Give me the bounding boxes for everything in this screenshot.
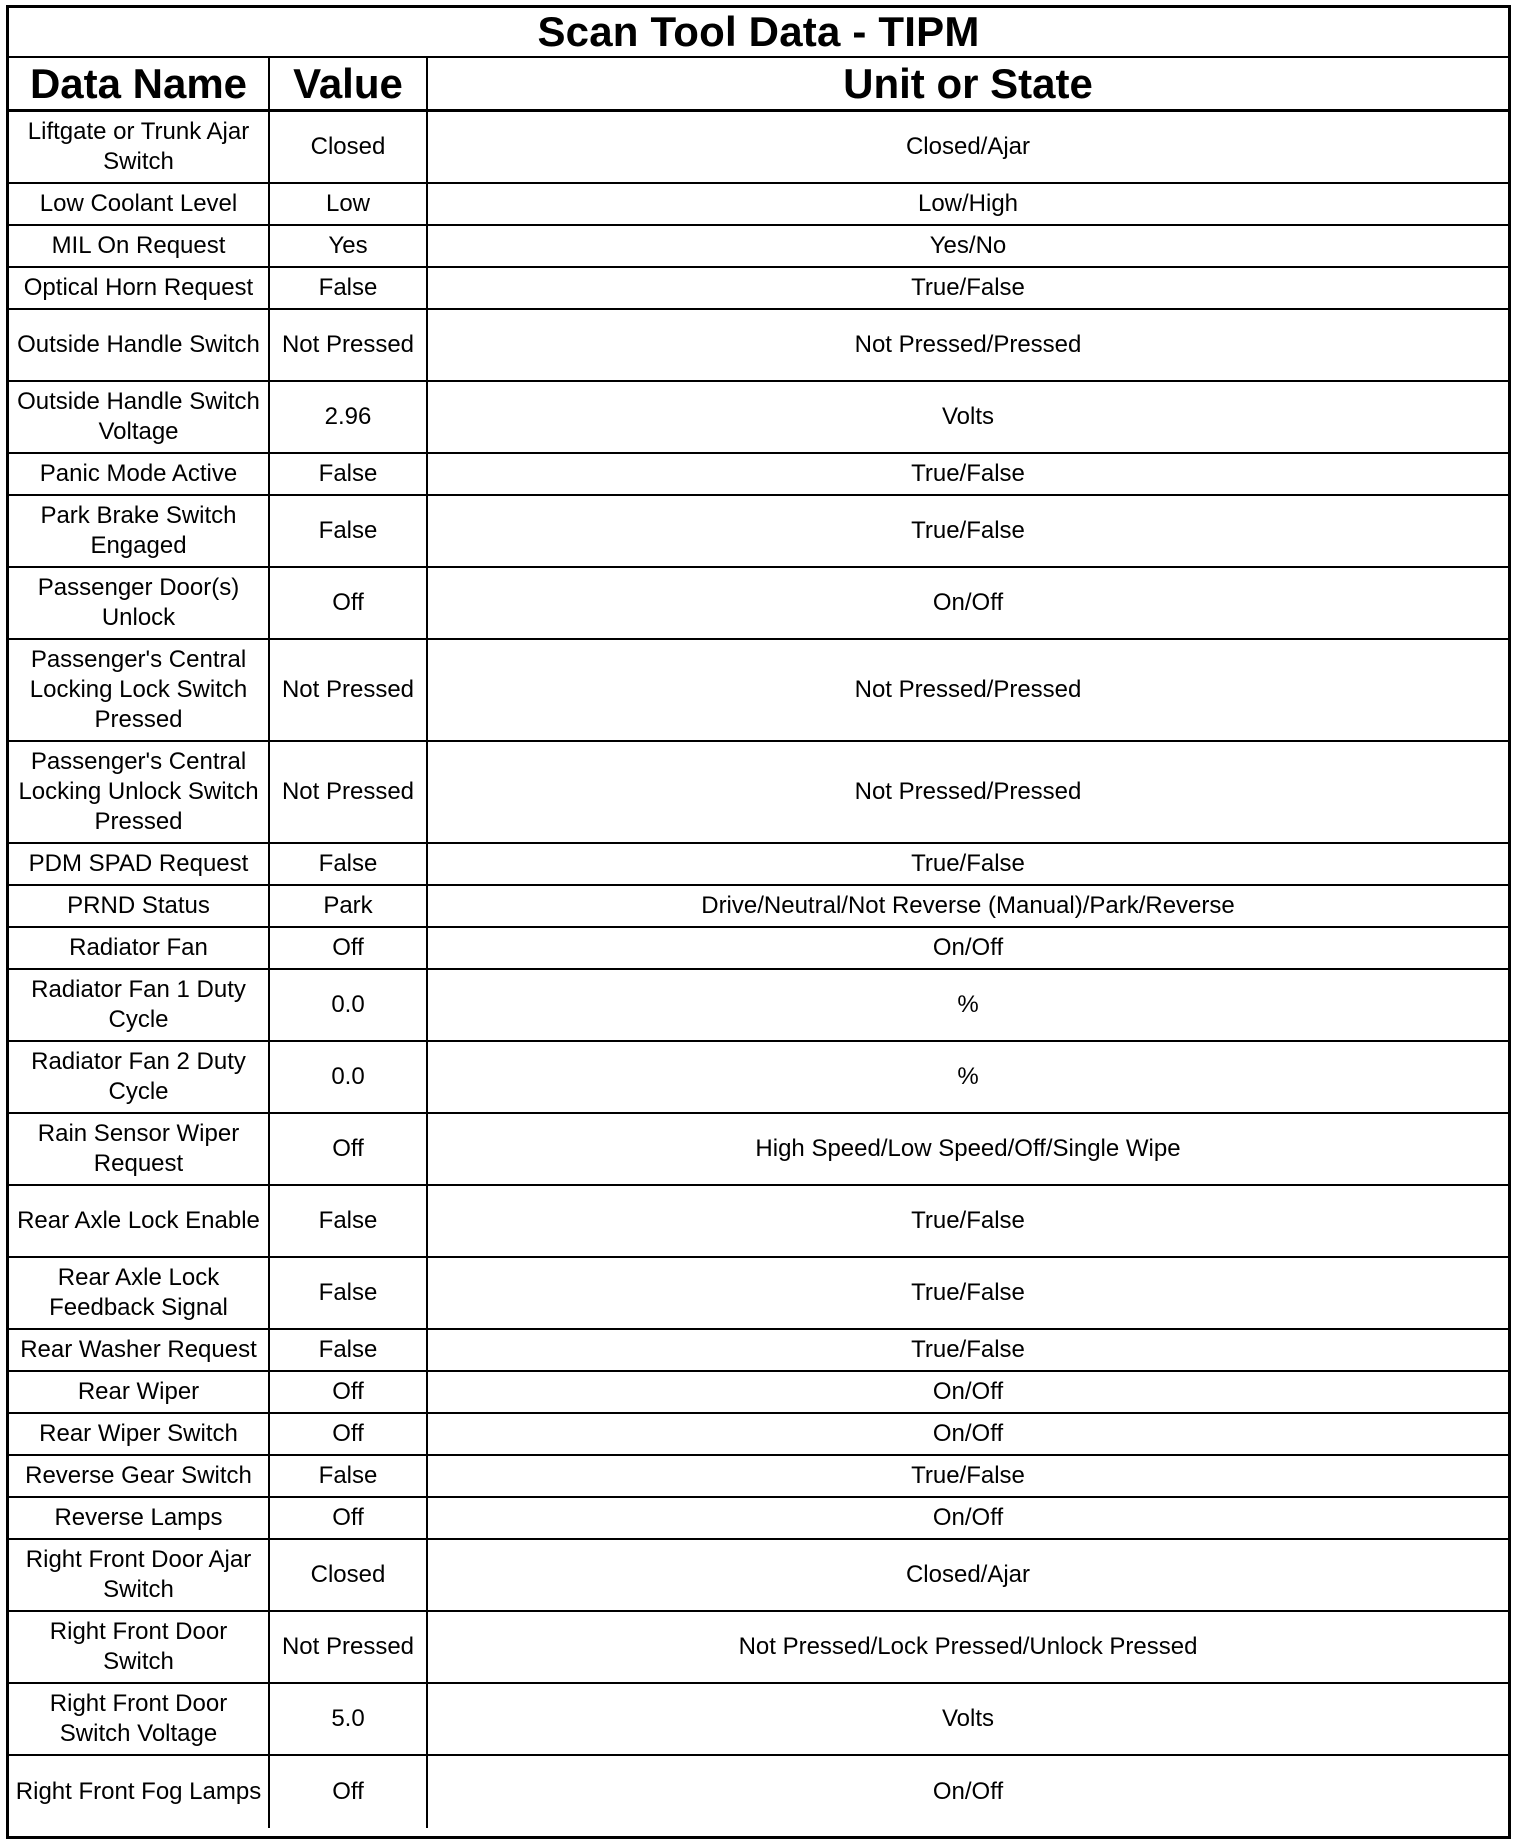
value-cell: Off — [270, 1414, 428, 1454]
data-name-cell: Liftgate or Trunk Ajar Switch — [9, 112, 270, 182]
value-cell: 2.96 — [270, 382, 428, 452]
data-name-cell: Optical Horn Request — [9, 268, 270, 308]
table-row — [9, 970, 1508, 1042]
table-row — [9, 1258, 1508, 1330]
value-cell: False — [270, 1186, 428, 1256]
table-body — [9, 112, 1508, 1836]
unit-or-state-cell: Not Pressed/Pressed — [854, 331, 1082, 358]
value-cell: Park — [270, 886, 428, 926]
unit-or-state-cell: High Speed/Low Speed/Off/Single Wipe — [755, 1135, 1181, 1162]
unit-or-state-cell: On/Off — [932, 934, 1004, 961]
value-cell: Yes — [270, 226, 428, 266]
value-cell: Off — [270, 928, 428, 968]
value-cell: False — [270, 268, 428, 308]
data-name-cell: Rear Wiper Switch — [9, 1414, 270, 1454]
unit-or-state-cell: True/False — [911, 1279, 1025, 1306]
value-cell: 0.0 — [270, 1042, 428, 1112]
table-row — [9, 112, 1508, 184]
table-row — [9, 1114, 1508, 1186]
unit-or-state-cell: Drive/Neutral/Not Reverse (Manual)/Park/Reverse — [701, 892, 1235, 919]
unit-or-state-cell: True/False — [911, 1462, 1025, 1489]
unit-or-state-cell: True/False — [911, 274, 1025, 301]
data-name-cell: Passenger's Central Locking Lock Switch Pressed — [9, 640, 270, 740]
unit-or-state-cell: Closed/Ajar — [905, 1561, 1031, 1588]
data-name-cell: Park Brake Switch Engaged — [9, 496, 270, 566]
value-cell: Low — [270, 184, 428, 224]
value-cell: False — [270, 1456, 428, 1496]
value-cell: Not Pressed — [270, 310, 428, 380]
unit-or-state-cell: Volts — [941, 403, 995, 430]
table-row — [9, 742, 1508, 844]
table-row — [9, 928, 1508, 970]
data-name-cell: Passenger Door(s) Unlock — [9, 568, 270, 638]
data-name-cell: Low Coolant Level — [9, 184, 270, 224]
value-cell: Off — [270, 1114, 428, 1184]
header-row — [9, 58, 1508, 112]
data-name-cell: Radiator Fan 2 Duty Cycle — [9, 1042, 270, 1112]
value-cell: False — [270, 496, 428, 566]
data-name-cell: PRND Status — [9, 886, 270, 926]
unit-or-state-cell: Low/High — [917, 190, 1019, 217]
table-row — [9, 1186, 1508, 1258]
table-row — [9, 1330, 1508, 1372]
table-row — [9, 496, 1508, 568]
header-unit-or-state: Unit or State — [843, 59, 1093, 107]
scan-tool-data-table — [6, 5, 1511, 1839]
value-cell: Not Pressed — [270, 742, 428, 842]
table-row — [9, 226, 1508, 268]
table-row — [9, 1540, 1508, 1612]
unit-or-state-cell: On/Off — [932, 1778, 1004, 1805]
data-name-cell: PDM SPAD Request — [9, 844, 270, 884]
data-name-cell: Right Front Door Switch Voltage — [9, 1684, 270, 1754]
data-name-cell: Reverse Lamps — [9, 1498, 270, 1538]
unit-or-state-cell: True/False — [911, 1336, 1025, 1363]
data-name-cell: Right Front Door Ajar Switch — [9, 1540, 270, 1610]
value-cell: Not Pressed — [270, 1612, 428, 1682]
data-name-cell: Rear Axle Lock Enable — [9, 1186, 270, 1256]
value-cell: False — [270, 454, 428, 494]
value-cell: Not Pressed — [270, 640, 428, 740]
data-name-cell: Radiator Fan 1 Duty Cycle — [9, 970, 270, 1040]
value-cell: 0.0 — [270, 970, 428, 1040]
data-name-cell: Rear Wiper — [9, 1372, 270, 1412]
unit-or-state-cell: True/False — [911, 1207, 1025, 1234]
value-cell: Closed — [270, 112, 428, 182]
unit-or-state-cell: On/Off — [932, 589, 1004, 616]
table-row — [9, 1612, 1508, 1684]
table-row — [9, 1414, 1508, 1456]
value-cell: False — [270, 844, 428, 884]
data-name-cell: Passenger's Central Locking Unlock Switch Pressed — [9, 742, 270, 842]
table-row — [9, 382, 1508, 454]
table-row — [9, 1042, 1508, 1114]
table-row — [9, 886, 1508, 928]
value-cell: False — [270, 1258, 428, 1328]
unit-or-state-cell: On/Off — [932, 1378, 1004, 1405]
table-row — [9, 1498, 1508, 1540]
data-name-cell: Rear Axle Lock Feedback Signal — [9, 1258, 270, 1328]
data-name-cell: Outside Handle Switch — [9, 310, 270, 380]
data-name-cell: Rear Washer Request — [9, 1330, 270, 1370]
table-row — [9, 844, 1508, 886]
header-value: Value — [270, 58, 428, 109]
table-title: Scan Tool Data - TIPM — [9, 8, 1508, 58]
value-cell: Off — [270, 1756, 428, 1828]
unit-or-state-cell: Not Pressed/Pressed — [854, 676, 1082, 703]
table-row — [9, 568, 1508, 640]
unit-or-state-cell: Not Pressed/Pressed — [854, 778, 1082, 805]
table-row — [9, 640, 1508, 742]
data-name-cell: Rain Sensor Wiper Request — [9, 1114, 270, 1184]
unit-or-state-cell: Closed/Ajar — [905, 133, 1031, 160]
table-row — [9, 1372, 1508, 1414]
table-row — [9, 184, 1508, 226]
table-row — [9, 454, 1508, 496]
data-name-cell: Panic Mode Active — [9, 454, 270, 494]
value-cell: False — [270, 1330, 428, 1370]
value-cell: 5.0 — [270, 1684, 428, 1754]
value-cell: Off — [270, 568, 428, 638]
unit-or-state-cell: True/False — [911, 850, 1025, 877]
unit-or-state-cell: True/False — [911, 517, 1025, 544]
value-cell: Closed — [270, 1540, 428, 1610]
unit-or-state-cell: Yes/No — [929, 232, 1007, 259]
table-row — [9, 310, 1508, 382]
value-cell: Off — [270, 1498, 428, 1538]
data-name-cell: Reverse Gear Switch — [9, 1456, 270, 1496]
table-row — [9, 1756, 1508, 1828]
unit-or-state-cell: On/Off — [932, 1420, 1004, 1447]
data-name-cell: Right Front Fog Lamps — [9, 1756, 270, 1828]
unit-or-state-cell: % — [957, 1063, 979, 1090]
value-cell: Off — [270, 1372, 428, 1412]
table-row — [9, 1456, 1508, 1498]
unit-or-state-cell: Volts — [941, 1705, 995, 1732]
data-name-cell: Radiator Fan — [9, 928, 270, 968]
table-row — [9, 1684, 1508, 1756]
data-name-cell: Outside Handle Switch Voltage — [9, 382, 270, 452]
unit-or-state-cell: On/Off — [932, 1504, 1004, 1531]
unit-or-state-cell: Not Pressed/Lock Pressed/Unlock Pressed — [738, 1633, 1198, 1660]
unit-or-state-cell: % — [957, 991, 979, 1018]
table-row — [9, 268, 1508, 310]
data-name-cell: Right Front Door Switch — [9, 1612, 270, 1682]
header-data-name: Data Name — [9, 58, 270, 109]
unit-or-state-cell: True/False — [911, 460, 1025, 487]
data-name-cell: MIL On Request — [9, 226, 270, 266]
